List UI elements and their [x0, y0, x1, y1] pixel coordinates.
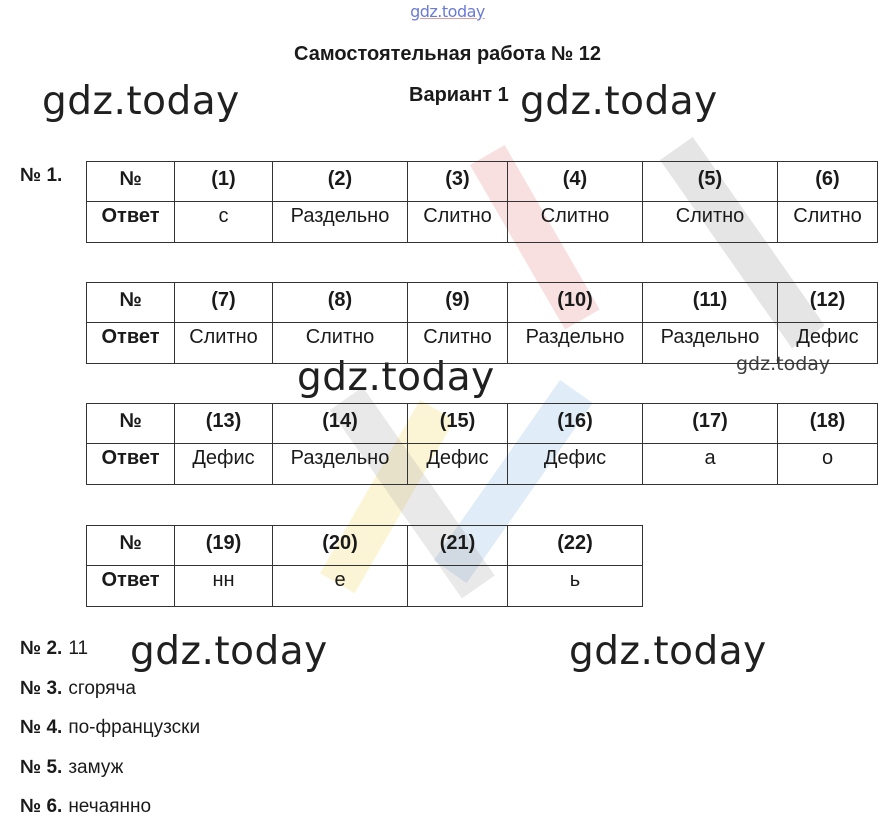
- table-row-numbers: [87, 162, 878, 202]
- answer-cell: а: [643, 444, 778, 485]
- variant-label: Вариант 1: [409, 84, 509, 106]
- answer-cell: Раздельно: [508, 323, 643, 364]
- answer-table-3: [86, 403, 878, 485]
- answer-cell: [408, 566, 508, 607]
- answer-cell: Слитно: [175, 323, 273, 364]
- answer-cell: нн: [175, 566, 273, 607]
- number-cell: (6): [778, 162, 878, 202]
- number-cell: (2): [273, 162, 408, 202]
- number-cell: (16): [508, 404, 643, 444]
- task-answer: 11: [68, 638, 89, 659]
- answer-cell: е: [273, 566, 408, 607]
- watermark-small: gdz.today: [736, 353, 831, 375]
- answer-cell: Слитно: [508, 202, 643, 243]
- watermark: gdz.today: [42, 79, 240, 124]
- header-cell: №: [87, 404, 175, 444]
- task-answer: нечаянно: [68, 796, 152, 817]
- answer-label-cell: Ответ: [87, 444, 175, 485]
- header-cell: №: [87, 526, 175, 566]
- answer-cell: Дефис: [508, 444, 643, 485]
- task-label: № 2.: [20, 638, 63, 659]
- answer-cell: ь: [508, 566, 643, 607]
- watermark: gdz.today: [297, 355, 495, 400]
- task-label: № 4.: [20, 717, 63, 738]
- number-cell: (21): [408, 526, 508, 566]
- number-cell: (9): [408, 283, 508, 323]
- header-cell: №: [87, 162, 175, 202]
- number-cell: (10): [508, 283, 643, 323]
- task-label: № 5.: [20, 757, 63, 778]
- task-line: [20, 757, 123, 779]
- number-cell: (14): [273, 404, 408, 444]
- number-cell: (3): [408, 162, 508, 202]
- answer-cell: Дефис: [408, 444, 508, 485]
- number-cell: (15): [408, 404, 508, 444]
- answer-cell: с: [175, 202, 273, 243]
- number-cell: (19): [175, 526, 273, 566]
- task-label: № 3.: [20, 678, 63, 699]
- answer-table-1: [86, 161, 878, 243]
- table-row-answers: [87, 323, 878, 364]
- number-cell: (7): [175, 283, 273, 323]
- answer-table-2: [86, 282, 878, 364]
- number-cell: (12): [778, 283, 878, 323]
- answer-label-cell: Ответ: [87, 566, 175, 607]
- watermark: gdz.today: [520, 79, 718, 124]
- task-line: [20, 678, 136, 700]
- answer-cell: Слитно: [778, 202, 878, 243]
- answer-cell: Дефис: [778, 323, 878, 364]
- watermark: gdz.today: [130, 629, 328, 674]
- answer-cell: Раздельно: [643, 323, 778, 364]
- answer-label-cell: Ответ: [87, 202, 175, 243]
- answer-cell: Раздельно: [273, 202, 408, 243]
- answer-cell: Слитно: [408, 323, 508, 364]
- table-row-answers: [87, 566, 643, 607]
- number-cell: (5): [643, 162, 778, 202]
- task-line: [20, 717, 200, 739]
- answer-cell: Раздельно: [273, 444, 408, 485]
- table-row-numbers: [87, 526, 643, 566]
- answer-table-4: [86, 525, 643, 607]
- answer-cell: Дефис: [175, 444, 273, 485]
- number-cell: (22): [508, 526, 643, 566]
- number-cell: (17): [643, 404, 778, 444]
- page-title: Самостоятельная работа № 12: [294, 43, 601, 65]
- task-answer: по-французски: [68, 717, 201, 738]
- answer-cell: Слитно: [408, 202, 508, 243]
- task-label: № 6.: [20, 796, 63, 817]
- task-line: [20, 796, 151, 818]
- watermark: gdz.today: [569, 629, 767, 674]
- number-cell: (18): [778, 404, 878, 444]
- answer-cell: Слитно: [273, 323, 408, 364]
- answer-cell: о: [778, 444, 878, 485]
- task-answer: замуж: [68, 757, 124, 778]
- number-cell: (8): [273, 283, 408, 323]
- number-cell: (11): [643, 283, 778, 323]
- header-cell: №: [87, 283, 175, 323]
- task-1-label: № 1.: [20, 165, 63, 186]
- task-line: [20, 638, 88, 660]
- top-watermark: gdz.today: [410, 2, 485, 21]
- table-row-numbers: [87, 404, 878, 444]
- table-row-answers: [87, 444, 878, 485]
- number-cell: (20): [273, 526, 408, 566]
- answer-label-cell: Ответ: [87, 323, 175, 364]
- number-cell: (4): [508, 162, 643, 202]
- table-row-numbers: [87, 283, 878, 323]
- table-row-answers: [87, 202, 878, 243]
- task-answer: сгоряча: [68, 678, 136, 699]
- number-cell: (13): [175, 404, 273, 444]
- number-cell: (1): [175, 162, 273, 202]
- answer-cell: Слитно: [643, 202, 778, 243]
